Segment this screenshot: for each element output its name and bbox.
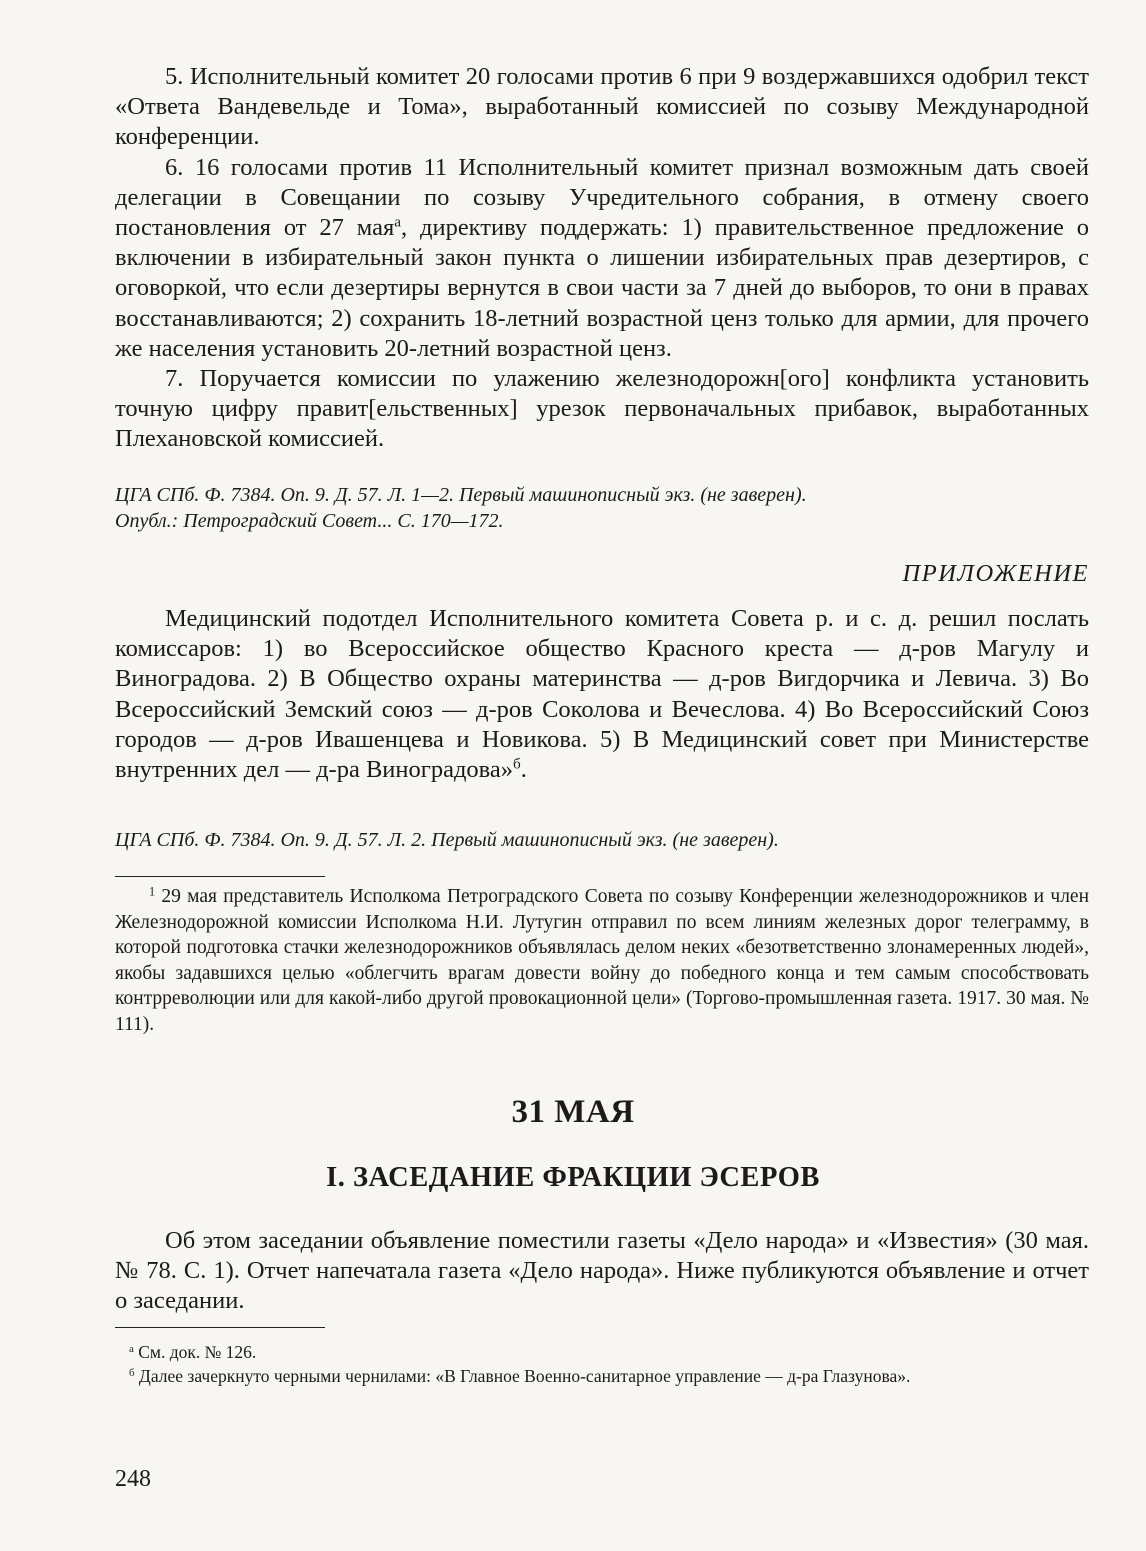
editor-notes <box>115 1340 1089 1388</box>
archival-source-1-line2: Опубл.: Петроградский Совет... С. 170—172. <box>115 510 504 532</box>
point-6-text-b: , директиву поддержать: 1) правительственное предложение о включении в избирательный закон пункта о лишении избирательных прав дезертиров, с оговоркой, что если дезертиры вернутся в свои части за 7 дней до выборов, то они в правах восстанавливаются; 2) сохранить 18-летний возрастной ценз только для армии, для прочего же населения установить 20-летний возрастной ценз. <box>115 214 1089 362</box>
editor-note-a <box>115 1340 1089 1364</box>
footnote-1 <box>115 884 1089 1038</box>
appendix-text-end: . <box>520 756 527 784</box>
editor-notes-rule <box>115 1327 325 1328</box>
editor-note-a-mark: а <box>129 1343 134 1356</box>
editor-note-b-mark: б <box>129 1367 135 1380</box>
point-7: 7. Поручается комиссии по улажению железнодорожн[ого] конфликта установить точную цифру правит[ельственных] урезок первоначальных прибавок, выработанных Плехановской комиссией. <box>115 365 1089 453</box>
section-heading: I. ЗАСЕДАНИЕ ФРАКЦИИ ЭСЕРОВ <box>326 1162 820 1193</box>
appendix-text-main: Медицинский подотдел Исполнительного комитета Совета р. и с. д. решил послать комиссаров: 1) во Всероссийское общество Красного креста — д-ров Магулу и Виноградова. 2) В Общество охраны материнства — д-ров Вигдорчика и Левича. 3) Во Всероссийский Земский союз — д-ров Соколова и Вечеслова. 4) Во Всероссийский Союз городов — д-ров Ивашенцева и Новикова. 5) В Медицинский совет при Министерстве внутренних дел — д-ра Виноградова» <box>115 605 1089 784</box>
archival-source-1 <box>115 482 1089 534</box>
note-ref-a: a <box>394 213 401 231</box>
page-number: 248 <box>115 1466 151 1492</box>
point-6-text-a: 6. 16 голосами против 11 Исполнительный комитет признал возможным дать своей делегации в Совещании по созыву Учредительного собрания, в отмену своего постановления от 27 мая <box>115 153 1089 242</box>
intro-paragraph <box>115 1226 1089 1317</box>
intro-text: Об этом заседании объявление поместили газеты «Дело народа» и «Известия» (30 мая. № 78. С. 1). Отчет напечатала газета «Дело народа». Ниже публикуются объявление и отчет о заседании. <box>115 1227 1089 1315</box>
archival-source-2: ЦГА СПб. Ф. 7384. Оп. 9. Д. 57. Л. 2. Первый машинописный экз. (не заверен). <box>115 829 779 851</box>
editor-note-a-text: См. док. № 126. <box>138 1342 257 1362</box>
note-ref-b: б <box>513 755 521 773</box>
date-heading: 31 МАЯ <box>511 1094 635 1130</box>
archival-source-1-line1: ЦГА СПб. Ф. 7384. Оп. 9. Д. 57. Л. 1—2. Первый машинописный экз. (не заверен). <box>115 484 807 506</box>
footnote-1-mark: 1 <box>149 884 156 899</box>
footnote-rule <box>115 876 325 877</box>
point-6 <box>115 153 1089 364</box>
point-5: 5. Исполнительный комитет 20 голосами против 6 при 9 воздержавшихся одобрил текст «Ответа Вандевельде и Тома», выработанный комиссией по созыву Международной конференции. <box>115 63 1089 151</box>
editor-note-b <box>115 1364 1089 1388</box>
footnote-1-text: 29 мая представитель Исполкома Петроградского Совета по созыву Конференции железнодорожников и член Железнодорожной комиссии Исполкома Н.И. Лутугин отправил по всем линиям железных дорог телеграмму, в которой подготовка стачки железнодорожников объявлялась делом неких «безответственно злонамеренных людей», якобы задавшихся целью «облегчить врагам довести войну до победного конца и тем самым способствовать контрреволюции или для какой-либо другой провокационной цели» (Торгово-промышленная газета. 1917. 30 мая. № 111). <box>115 886 1090 1035</box>
appendix-text <box>115 604 1089 785</box>
footnote-1-paragraph <box>115 884 1089 1038</box>
appendix-body <box>115 604 1089 785</box>
main-text <box>115 62 1089 455</box>
editor-note-b-text: Далее зачеркнуто черными чернилами: «В Главное Военно-санитарное управление — д-ра Глазунова». <box>138 1366 911 1386</box>
appendix-title: ПРИЛОЖЕНИЕ <box>902 560 1089 587</box>
